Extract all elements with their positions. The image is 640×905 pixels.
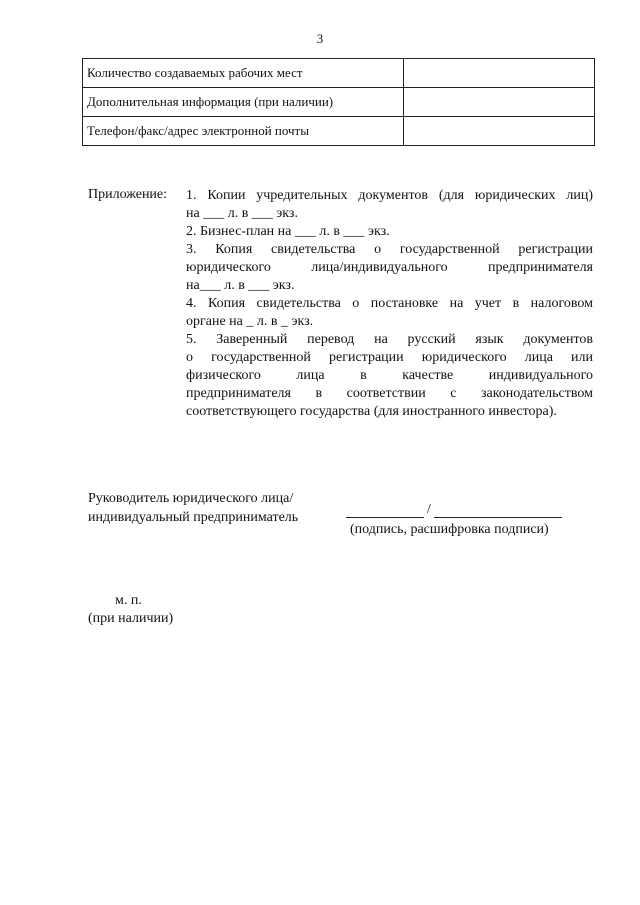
appendix-line: 5. Заверенный перевод на русский язык документов bbox=[186, 332, 593, 347]
signer-line: Руководитель юридического лица/ bbox=[88, 491, 294, 506]
table-cell-label: Количество создаваемых рабочих мест bbox=[83, 59, 404, 88]
appendix-line: на___ л. в ___ экз. bbox=[186, 278, 295, 293]
stamp-label: м. п. bbox=[115, 593, 142, 608]
appendix-item bbox=[186, 331, 593, 421]
stamp-note: (при наличии) bbox=[88, 611, 174, 626]
appendix-list bbox=[186, 187, 593, 421]
appendix-line: органе на _ л. в _ экз. bbox=[186, 314, 314, 329]
appendix-line: 3. Копия свидетельства о государственной регистрации bbox=[186, 242, 593, 257]
signer-title bbox=[88, 489, 298, 527]
signature-field bbox=[346, 502, 568, 518]
table-cell-value bbox=[404, 117, 595, 146]
appendix-line: предпринимателя в соответствии с законодательством bbox=[186, 386, 593, 401]
table-row bbox=[83, 88, 595, 117]
appendix-line: физического лица в качестве индивидуального bbox=[186, 368, 593, 383]
name-blank bbox=[434, 503, 562, 518]
table-cell-label: Телефон/факс/адрес электронной почты bbox=[83, 117, 404, 146]
appendix-line: о государственной регистрации юридического лица или bbox=[186, 350, 593, 365]
appendix-label: Приложение: bbox=[88, 187, 168, 202]
appendix-line: 2. Бизнес-план на ___ л. в ___ экз. bbox=[186, 224, 390, 239]
table-row bbox=[83, 117, 595, 146]
signature-slash: / bbox=[427, 502, 431, 517]
appendix-line: 1. Копии учредительных документов (для юридических лиц) bbox=[186, 188, 593, 203]
appendix-line: на ___ л. в ___ экз. bbox=[186, 206, 298, 221]
page-number: 3 bbox=[316, 31, 324, 46]
signer-line: индивидуальный предприниматель bbox=[88, 510, 299, 525]
appendix-item bbox=[186, 187, 593, 223]
table-cell-value bbox=[404, 88, 595, 117]
appendix-item bbox=[186, 223, 593, 241]
appendix-item bbox=[186, 295, 593, 331]
appendix-line: юридического лица/индивидуального предпринимателя bbox=[186, 260, 593, 275]
appendix-line: 4. Копия свидетельства о постановке на учет в налоговом bbox=[186, 296, 593, 311]
appendix-item bbox=[186, 241, 593, 295]
signature-caption: (подпись, расшифровка подписи) bbox=[350, 522, 549, 537]
signature-blank bbox=[346, 503, 424, 518]
info-table bbox=[82, 58, 595, 146]
table-row bbox=[83, 59, 595, 88]
table-cell-value bbox=[404, 59, 595, 88]
table-cell-label: Дополнительная информация (при наличии) bbox=[83, 88, 404, 117]
appendix-line: соответствующего государства (для иностранного инвестора). bbox=[186, 404, 557, 419]
